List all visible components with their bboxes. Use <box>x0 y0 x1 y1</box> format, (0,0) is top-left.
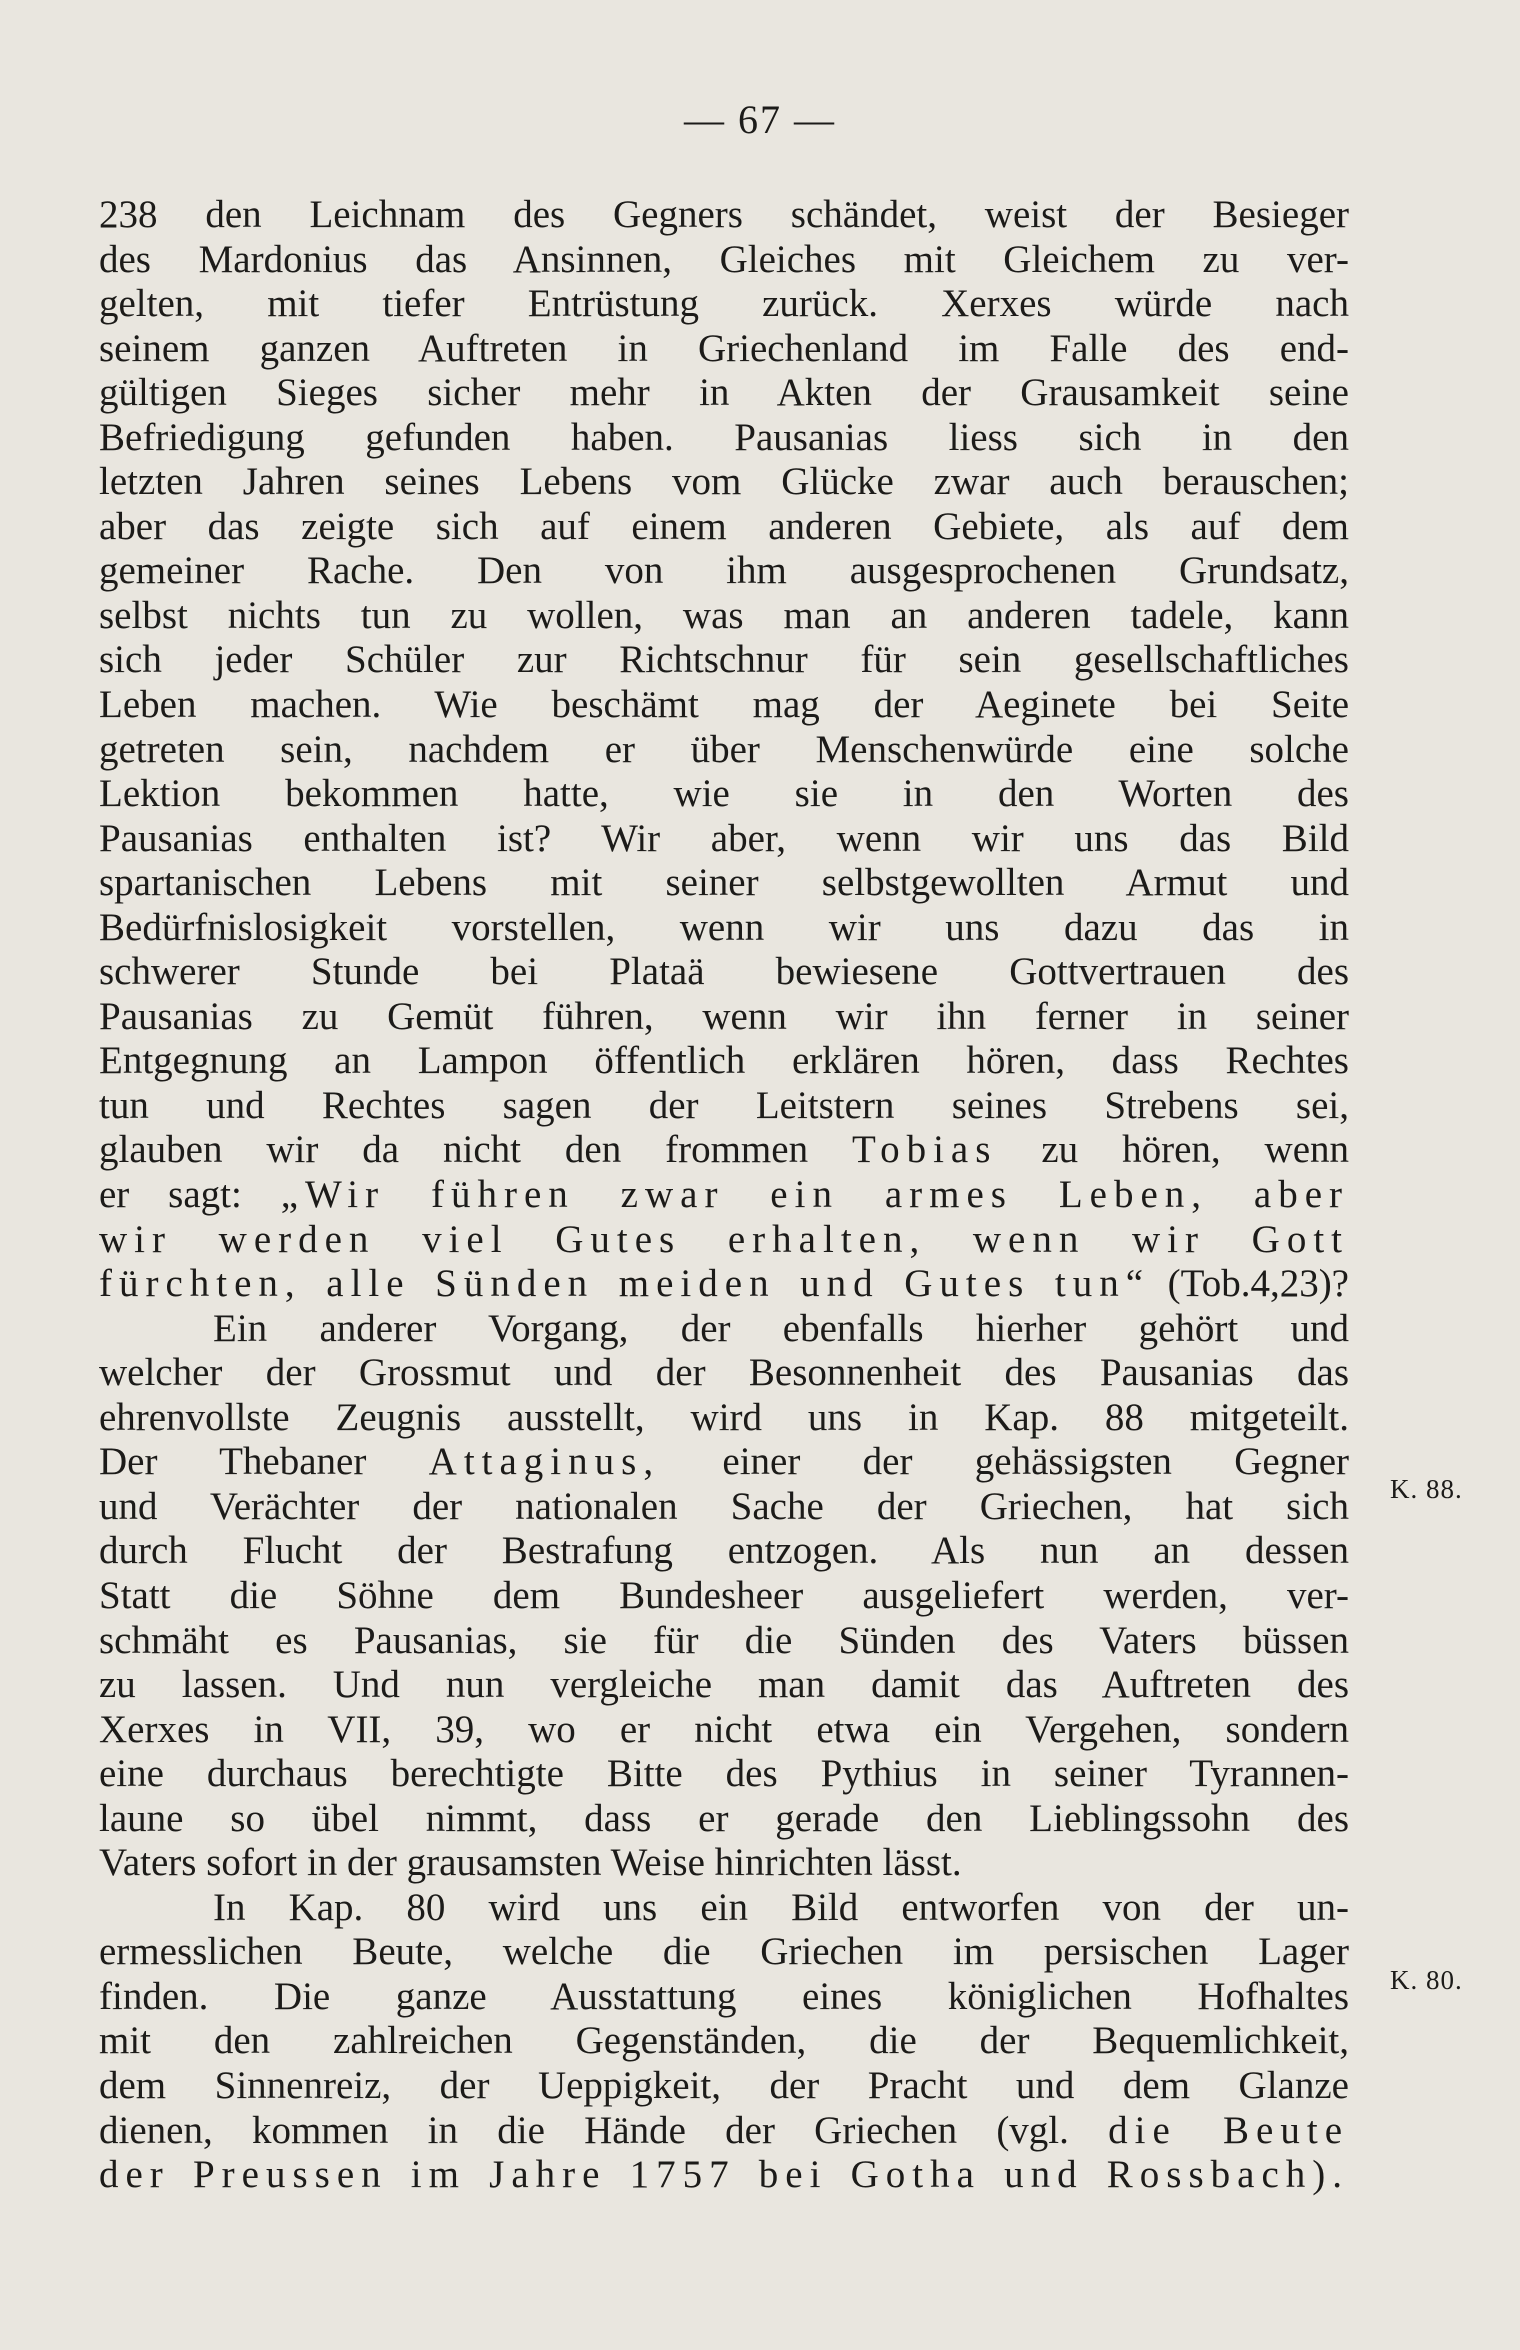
text-line: seinem ganzen Auftreten in Griechenland im Falle des end- <box>99 326 1349 370</box>
text-segment: zu hören, wenn <box>1041 1128 1350 1172</box>
text-segment: Der Thebaner <box>99 1440 367 1484</box>
text-line: Ein anderer Vorgang, der ebenfalls hierher gehört und <box>213 1306 1349 1350</box>
text-segment: dienen, kommen in die Hände der Griechen (vgl. <box>99 2108 1069 2152</box>
text-line: Befriedigung gefunden haben. Pausanias liess sich in den <box>99 415 1349 459</box>
spaced-quotation: wir werden viel Gutes erhalten, wenn wir Gott <box>99 1217 1349 1261</box>
text-line: und Verächter der nationalen Sache der Griechen, hat sich <box>99 1484 1349 1528</box>
text-line: Xerxes in VII, 39, wo er nicht etwa ein Vergehen, sondern <box>99 1707 1349 1751</box>
text-line: Pausanias enthalten ist? Wir aber, wenn wir uns das Bild <box>99 816 1349 860</box>
text-line: aber das zeigte sich auf einem anderen Gebiete, als auf dem <box>99 504 1349 548</box>
text-line: sich jeder Schüler zur Richtschnur für sein gesellschaftliches <box>99 638 1349 682</box>
text-line: Pausanias zu Gemüt führen, wenn wir ihn ferner in seiner <box>99 994 1349 1038</box>
text-line: letzten Jahren seines Lebens vom Glücke zwar auch berauschen; <box>99 460 1349 504</box>
text-line: welcher der Grossmut und der Besonnenheit des Pausanias das <box>99 1351 1349 1395</box>
text-line: gültigen Sieges sicher mehr in Akten der Grausamkeit seine <box>99 371 1349 415</box>
text-line: getreten sein, nachdem er über Menschenwürde eine solche <box>99 727 1349 771</box>
text-segment: einer der gehässigsten Gegner <box>722 1440 1350 1484</box>
text-line: ermesslichen Beute, welche die Griechen im persischen Lager <box>99 1930 1349 1974</box>
text-line: laune so übel nimmt, dass er gerade den Lieblingssohn des <box>99 1796 1349 1840</box>
text-line: Lektion bekommen hatte, wie sie in den Worten des <box>99 772 1349 816</box>
spaced-comparison: die Beute <box>1108 2108 1350 2152</box>
text-line <box>99 1262 1349 1307</box>
page-number: — 67 — <box>684 97 836 142</box>
text-segment: (Tob.4,23)? <box>1167 1262 1349 1306</box>
text-line <box>99 1173 1349 1218</box>
text-line <box>99 1440 1349 1485</box>
text-line: gelten, mit tiefer Entrüstung zurück. Xerxes würde nach <box>99 282 1349 326</box>
margin-note-kap-88: K. 88. <box>1390 1474 1463 1504</box>
spaced-name-tobias: Tobias <box>852 1128 998 1172</box>
text-line: spartanischen Lebens mit seiner selbstgewollten Armut und <box>99 861 1349 905</box>
spaced-comparison: der Preussen im Jahre 1757 bei Gotha und Rossbach). <box>99 2153 1349 2197</box>
text-line: ehrenvollste Zeugnis ausstellt, wird uns in Kap. 88 mitgeteilt. <box>99 1395 1349 1439</box>
body-text <box>99 193 1349 2198</box>
text-line: mit den zahlreichen Gegenständen, die der Bequemlichkeit, <box>99 2019 1349 2063</box>
text-line: 238 den Leichnam des Gegners schändet, weist der Besieger <box>99 193 1349 236</box>
text-line: Statt die Söhne dem Bundesheer ausgeliefert werden, ver- <box>99 1573 1349 1617</box>
text-line: Entgegnung an Lampon öffentlich erklären hören, dass Rechtes <box>99 1039 1349 1083</box>
spaced-quotation: fürchten, alle Sünden meiden und Gutes tun“ <box>99 1262 1150 1306</box>
text-line: In Kap. 80 wird uns ein Bild entworfen von der un- <box>213 1885 1349 1929</box>
text-line: gemeiner Rache. Den von ihm ausgesprochenen Grundsatz, <box>99 549 1349 593</box>
text-line: finden. Die ganze Ausstattung eines königlichen Hofhaltes <box>99 1974 1349 2018</box>
text-line: tun und Rechtes sagen der Leitstern seines Strebens sei, <box>99 1083 1349 1127</box>
text-line: schwerer Stunde bei Plataä bewiesene Gottvertrauen des <box>99 950 1349 994</box>
spaced-quotation: „Wir führen zwar ein armes Leben, aber <box>280 1173 1349 1217</box>
text-line <box>99 1128 1349 1173</box>
text-line: des Mardonius das Ansinnen, Gleiches mit Gleichem zu ver- <box>99 237 1349 281</box>
text-line: Bedürfnislosigkeit vorstellen, wenn wir uns dazu das in <box>99 905 1349 949</box>
text-line: eine durchaus berechtigte Bitte des Pythius in seiner Tyrannen- <box>99 1752 1349 1796</box>
text-line: dem Sinnenreiz, der Ueppigkeit, der Pracht und dem Glanze <box>99 2063 1349 2107</box>
text-line: selbst nichts tun zu wollen, was man an anderen tadele, kann <box>99 593 1349 637</box>
text-line: durch Flucht der Bestrafung entzogen. Als nun an dessen <box>99 1529 1349 1573</box>
text-line <box>99 2109 1349 2154</box>
spaced-name-attaginus: Attaginus, <box>428 1440 661 1484</box>
margin-note-kap-80: K. 80. <box>1390 1965 1463 1995</box>
text-segment: glauben wir da nicht den frommen <box>99 1128 809 1172</box>
text-segment: er sagt: <box>99 1173 242 1217</box>
text-line: Vaters sofort in der grausamsten Weise hinrichten lässt. <box>99 1841 962 1885</box>
text-line: Leben machen. Wie beschämt mag der Aeginete bei Seite <box>99 683 1349 727</box>
text-line: schmäht es Pausanias, sie für die Sünden des Vaters büssen <box>99 1618 1349 1662</box>
text-line: zu lassen. Und nun vergleiche man damit das Auftreten des <box>99 1663 1349 1707</box>
